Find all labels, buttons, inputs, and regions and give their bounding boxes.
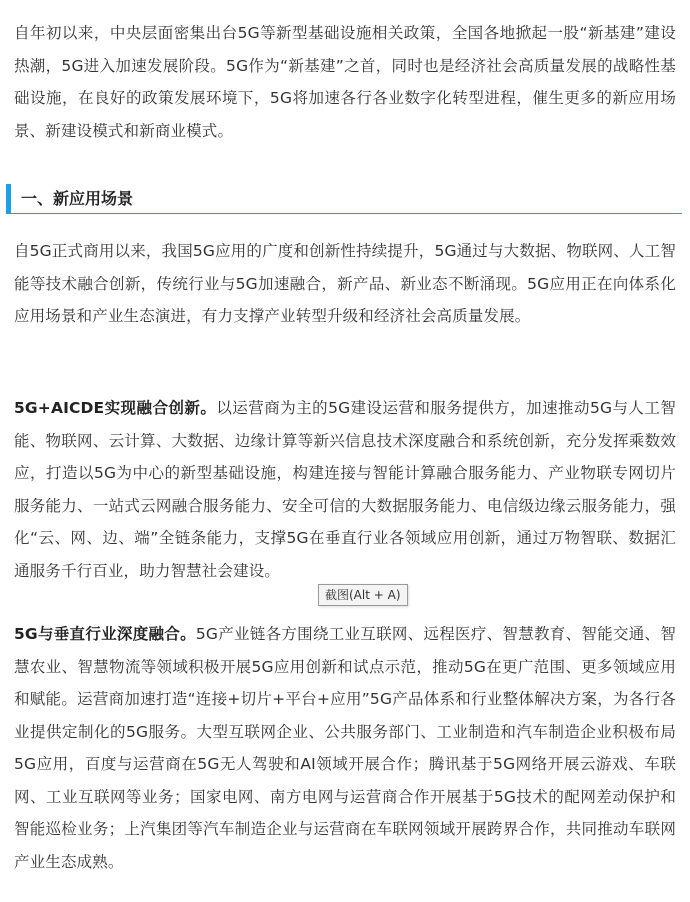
section-heading-text: 一、新应用场景: [21, 189, 134, 208]
point-paragraph-aicde: [14, 392, 676, 587]
screenshot-tooltip: 截图(Alt + A): [318, 584, 408, 606]
point-paragraph-vertical: [14, 618, 676, 878]
point-lead-vertical: 5G与垂直行业深度融合。: [14, 625, 196, 643]
point-text-vertical: 5G产业链各方围绕工业互联网、远程医疗、智慧教育、智能交通、智慧农业、智慧物流等领域积极开展5G应用创新和试点示范，推动5G在更广范围、更多领域应用和赋能。运营商加速打造“连接+切片+平台+应用”5G产品体系和行业整体解决方案，为各行各业提供定制化的5G服务。大型互联网企业、公共服务部门、工业制造和汽车制造企业积极布局5G应用，百度与运营商在5G无人驾驶和AI领域开展合作；腾讯基于5G网络开展云游戏、车联网、工业互联网等业务；国家电网、南方电网与运营商合作开展基于5G技术的配网差动保护和智能巡检业务；上汽集团等汽车制造企业与运营商在车联网领域开展跨界合作，共同推动车联网产业生态成熟。: [14, 625, 677, 871]
point-lead-aicde: 5G+AICDE实现融合创新。: [14, 399, 217, 417]
section-intro-paragraph: 自5G正式商用以来，我国5G应用的广度和创新性持续提升，5G通过与大数据、物联网、人工智能等技术融合创新，传统行业与5G加速融合，新产品、新业态不断涌现。5G应用正在向体系化应用场景和产业生态演进，有力支撑产业转型升级和经济社会高质量发展。: [14, 242, 676, 325]
point-text-aicde: 以运营商为主的5G建设运营和服务提供方，加速推动5G与人工智能、物联网、云计算、大数据、边缘计算等新兴信息技术深度融合和系统创新，充分发挥乘数效应，打造以5G为中心的新型基础设施，构建连接与智能计算融合服务能力、产业物联专网切片服务能力、一站式云网融合服务能力、安全可信的大数据服务能力、电信级边缘云服务能力，强化“云、网、边、端”全链条能力，支撑5G在垂直行业各领域应用创新，通过万物智联、数据汇通服务千行百业，助力智慧社会建设。: [14, 399, 677, 580]
section-heading: [6, 184, 682, 214]
intro-paragraph: 自年初以来，中央层面密集出台5G等新型基础设施相关政策，全国各地掀起一股“新基建”建设热潮，5G进入加速发展阶段。5G作为“新基建”之首，同时也是经济社会高质量发展的战略性基础设施，在良好的政策发展环境下，5G将加速各行各业数字化转型进程，催生更多的新应用场景、新建设模式和新商业模式。: [14, 24, 676, 140]
